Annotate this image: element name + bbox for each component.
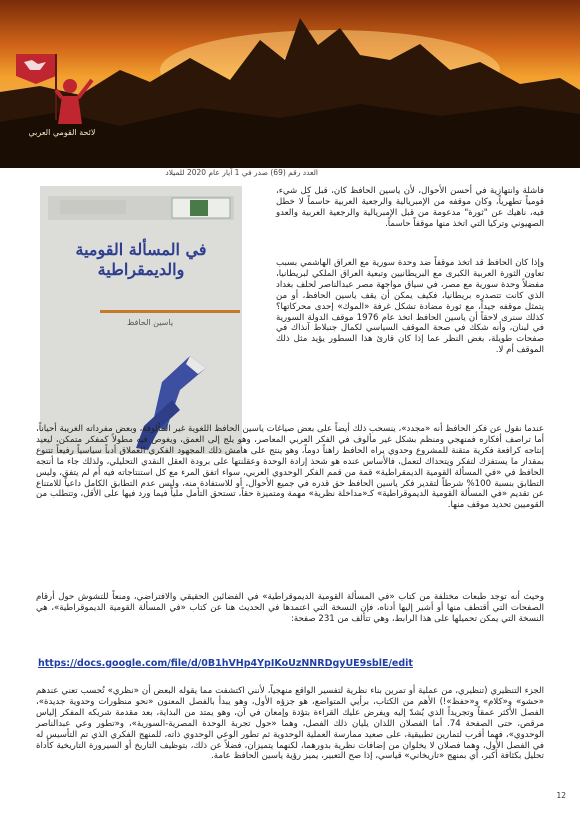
- paragraph-1-text: فاشلة وانتهازية في أحسن الأحوال، لأن ياسين الحافظ كان، قبل كل شيء، قومياً تطهرياً، وكان موقفه من الإمبريالية والرجعية العربية حاسماً لا خطل فيه، ناهيك عن "ثورة" مدعومة من قبل الإمبريالية والرجعية العربية والعدو الصهيوني وتركيا التي اتخذ منها موقفاً حاسماً.: [276, 186, 544, 229]
- paragraph-2: [276, 258, 544, 356]
- paragraph-3-text: عندما نقول عن فكر الحافظ أنه «مجدد»، ينسحب ذلك أيضاً على بعض صياغات ياسين الحافظ اللغوية غير المألوفة، وبعض مفرداته الغريبة أحياناً، أما تراصف أفكاره فمنهجي ومنظم بشكل غير مألوف في الفكر العربي المعاصر، وهو يلج إلى العمق، ويغوص فيه مطولاً كمفكر متمكن، ليعيد إنتاجه كرافعة فكرية متقنة للمشروع وحدوي يراه الحافظ راهناً دوماً، وهو ينتج على هامش ذلك المجهود الفكري العملاق أدباً سياسياً رفيعاً تتنوع بمقدار ما يستفزك لتفكر ويتحداك لتعمل، فالأساس عنده هو شحذ إرادة الوحدة وعقلنتها على برودة العقل النقدي التحليلي، ولذلك جاء ما أنتجه الحافظ في «في المسألة القومية الديمقراطية» قمة من قمم الفكر الوحدوي العربي، سواء اتفق المرء مع كل استنتاجاته فيه أم لم يتفق، وليس التطابق بنسبة 100% شرطاً لتقدير فكر ياسين الحافظ حق قدره في جميع الأحوال، أو للاستفادة منه، وليس عدم التطابق الكامل داعياً للامتناع عن تقديم «في المسألة القومية الديموقراطية» كـ«مداخلة نظرية» مهمة ومتميزة حقاً، تستحق التأمل ملياً فيما ورد فيها على الأقل، وتتطلب من القوميين تحديد موقف منها.: [36, 424, 544, 511]
- header-banner: [0, 0, 580, 168]
- paragraph-4-text: وحيث أنه توجد طبعات مختلفة من كتاب «في المسألة القومية الديموقراطية» في الفضائين الحقيقي والافتراضي، ومنعاً للتشوش حول أرقام الصفحات التي أقتطف منها أو أشير إليها أدناه، فإن النسخة التي اعتمدها في الحديث هنا عن كتاب «في المسألة القومية الديموقراطية»، هي النسخة التي يمكن تحميلها على هذا الرابط، وهي تتألف من 231 صفحة:: [36, 592, 544, 624]
- book-title: في المسألة القومية والديمقراطية: [75, 240, 207, 279]
- paragraph-5-text: الجزء التنظيري (تنظيري، من عملية أو تمرين بناء نظرية لتفسير الواقع منهجياً، لأنني اكتشفت مما يقوله البعض أن «نظري» تُحسب تعني عندهم «حشو» و«كلام» و«حفظ»!) الأهم من الكتاب، برأيي المتواضع، هو جزؤه الأول، وهو يبدأ بالفصل المعنون «نحو منظورات وحدوية جديدة»، الفصل الأكثر عمقاً وتجريداً الذي يُشدّ إليه ويفرض عليك القراءة بتؤدة وإمعان في آن، وهو يمتد من البداية، بعد مقدمة شريكه المفكر إلياس مرقص، حتى الصفحة 74. أما الفصلان اللذان يليان ذلك الفصل، وهما «حول تجربة الوحدة المصرية-السورية»، و«تطور وعي عبدالناصر الوحدوي»، فهما أقرب لتمارين تطبيقية، على صعيد ممارسة العملية الوحدوية ثم تطور الوعي الوحدوي ذاته، للمنهج الفكري الذي تم التأسيس له في الفصل الأول، وهما فصلان لا يخلوان من إضافات نظرية بدورهما، لكنهما يتميزان، فضلاً عن ذلك، بتوظيف التاريخ أو السيرورة التاريخية كأداة تحليل بكثافة أكبر، أي بمنهج «تاريخاني» قياسي، إذا صح التعبير، يميز رؤية ياسين الحافظ عامة.: [36, 686, 545, 762]
- paragraph-2-text: وإذا كان الحافظ قد اتخذ موقفاً ضد وحدة سورية مع العراق الهاشمي بسبب تعاون الثورة العربية الكبرى مع البريطانيين وتبعية العراق الملكي لبريطانيا، مفضلاً وحدة سورية مع مصر، في سياق مواجهة مصر عبدالناصر لحلف بغداد الذي كانت تتصدره بريطانيا، فكيف يمكن أن يقف ياسين الحافظ، أو من يتمثل موقفه جيداً، مع ثورة مضادة تشكل غرفة «الموك» إحدى محركاتها؟ كذلك سنرى لاحقاً أن ياسين الحافظ اتخذ عام 1976 موقف الدولة السورية في لبنان، وأنه شكك في صحة الموقف السياسي لكمال جنبلاط آنذاك في صفحات طويلة، بغض النظر عما إذا كان قارئ هذا السطور يؤيد مثل ذلك الموقف أم لا.: [276, 258, 544, 356]
- page-number: 12: [556, 791, 566, 800]
- book-cover-image: [40, 186, 242, 454]
- logo-text: لائحة القومي العربي: [28, 128, 96, 137]
- paragraph-3: [36, 424, 544, 511]
- issue-line: العدد رقم (69) صدر في 1 آيار عام 2020 للميلاد: [165, 168, 318, 177]
- paragraph-5: [36, 686, 544, 762]
- download-link[interactable]: https://docs.google.com/file/d/0B1hVHp4YpIKoUzNNRDgyUE9sblE/edit: [38, 658, 413, 669]
- paragraph-1: [276, 186, 544, 230]
- paragraph-4: [36, 592, 544, 625]
- book-author: ياسين الحافظ: [126, 318, 174, 327]
